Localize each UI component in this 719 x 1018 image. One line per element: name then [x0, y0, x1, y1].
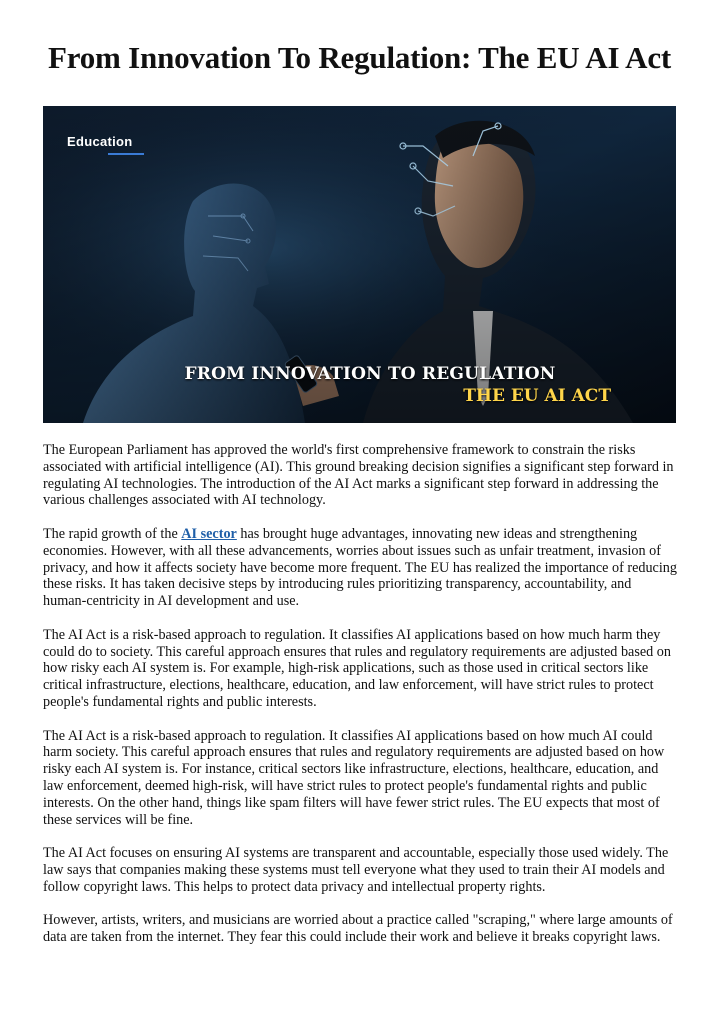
paragraph-2-end: has brought huge advantages, innovating new ideas and strengthening economies. However, with all these advancements, worries about issues such as unfair treatment, invasion of privacy, and how it affects society have become more frequent. The EU has realized the importance of reducing these risks. It has taken decisive steps by introducing rules prioritizing transparency, accountability, and human-centricity in AI development and use. — [43, 525, 677, 610]
brand-logo: Education — [67, 134, 133, 149]
paragraph-3: The AI Act is a risk-based approach to regulation. It classifies AI applications based on how much harm they could do to society. This careful approach ensures that rules and regulatory requirements are adjusted based on how risky each AI system is. For example, high-risk applications, such as those used in critical sectors like critical infrastructure, elections, healthcare, education, and law enforcement, will have strict rules to protect people's fundamental rights and public interests. — [43, 626, 671, 710]
article-body — [43, 442, 677, 963]
paragraph-4: The AI Act is a risk-based approach to regulation. It classifies AI applications based on how much AI could harm society. This careful approach ensures that rules and regulatory requirements are adjusted based on how risky each AI system is. For instance, critical sectors like infrastructure, elections, healthcare, education, and law enforcement, deemed high-risk, will have strict rules to protect people's fundamental rights and public interests. On the other hand, things like spam filters will have fewer strict rules. The EU expects that most of these services will be fine. — [43, 727, 665, 828]
paragraph-6: However, artists, writers, and musicians are worried about a practice called "scraping," where large amounts of data are taken from the internet. They fear this could include their work and believe it breaks copyright laws. — [43, 912, 673, 946]
page-title: From Innovation To Regulation: The EU AI Act — [47, 40, 672, 75]
paragraph-1: The European Parliament has approved the world's first comprehensive framework to constrain the risks associated with artificial intelligence (AI). This ground breaking decision signifies a significant step forward in regulating AI technologies. The introduction of the AI Act marks a significant step forward in addressing the various challenges associated with AI technology. — [43, 442, 674, 509]
paragraph-2 — [43, 526, 677, 610]
paragraph-2-start: The rapid growth of the — [43, 525, 182, 542]
brand-underline — [108, 153, 144, 155]
paragraph-5: The AI Act focuses on ensuring AI systems are transparent and accountable, especially those used widely. The law says that companies making these systems must tell everyone what they used to train their AI models and follow copyright laws. This helps to protect data privacy and intellectual property rights. — [43, 845, 669, 895]
hero-banner-line1: FROM INNOVATION TO REGULATION — [184, 364, 556, 384]
hero-banner-line2: THE EU AI ACT — [463, 386, 611, 406]
ai-sector-link[interactable]: AI sector — [181, 525, 237, 542]
